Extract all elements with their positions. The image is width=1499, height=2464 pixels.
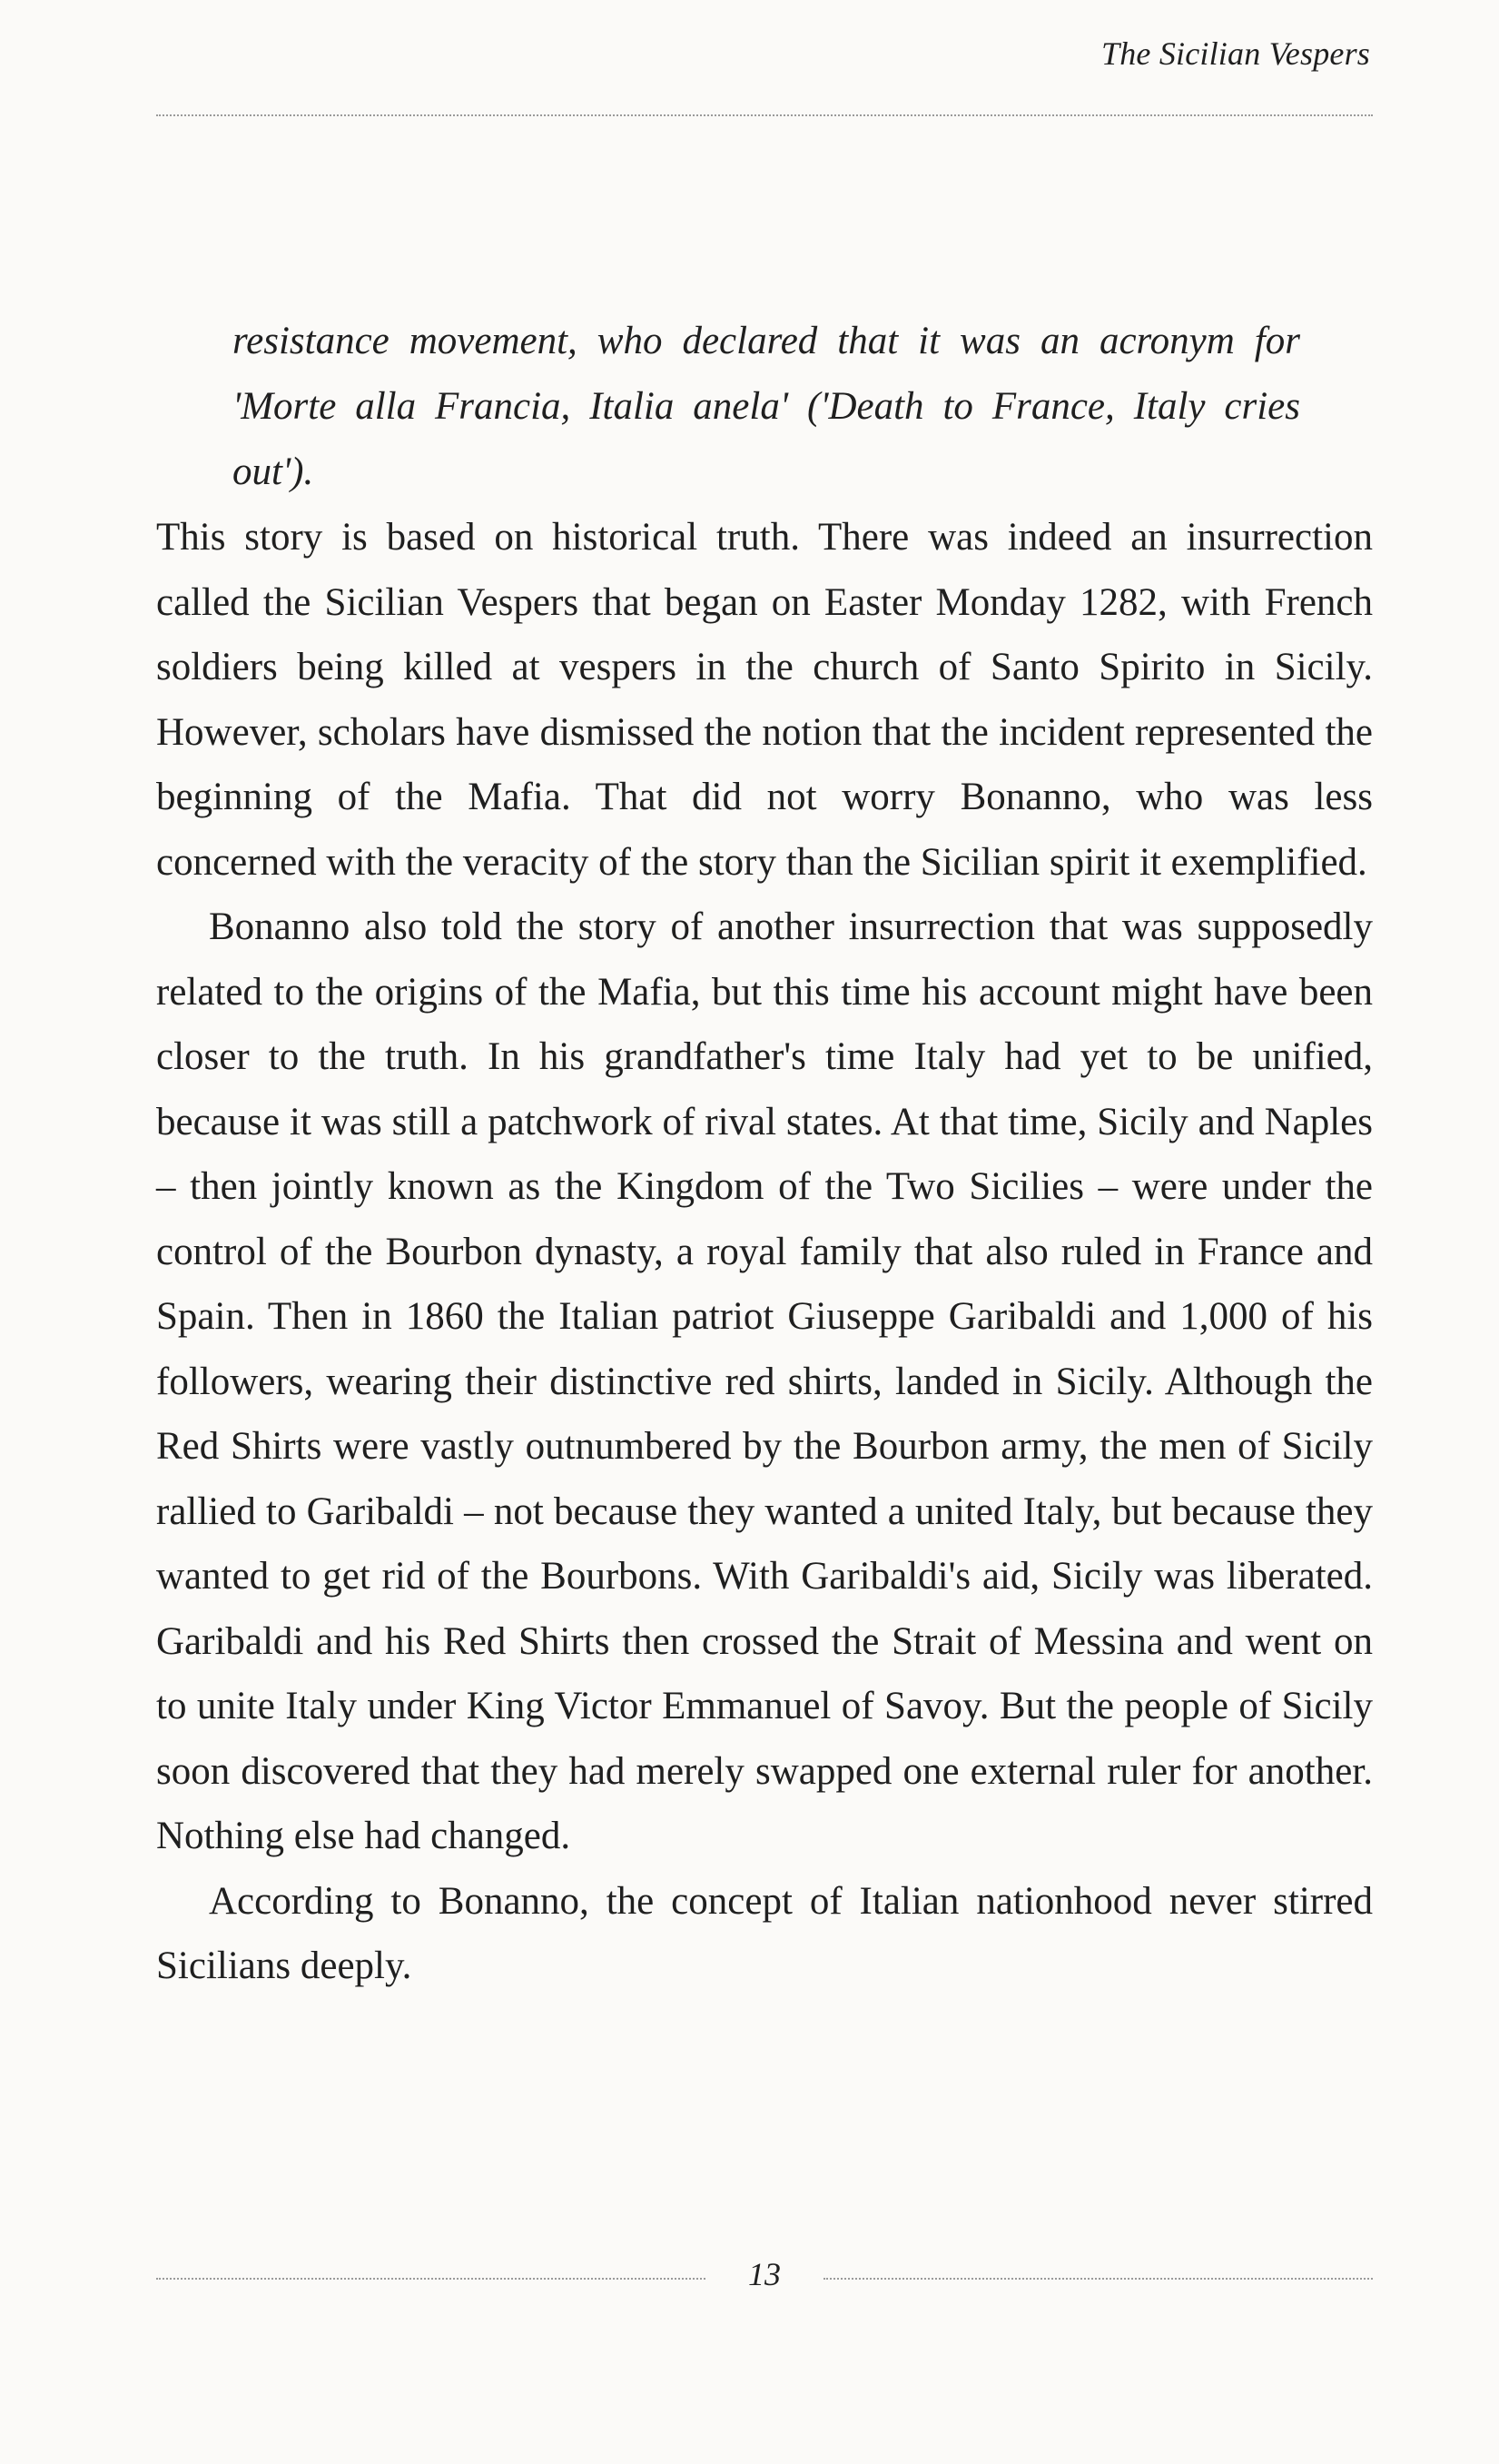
running-header-title: The Sicilian Vespers	[1101, 35, 1370, 72]
quote-continuation: resistance movement, who declared that it was an acronym for 'Morte alla Francia, Italia anela' ('Death to France, Italy cries out').	[232, 320, 1300, 493]
paragraph-nationhood: According to Bonanno, the concept of Italian nationhood never stirred Sicilians deeply.	[156, 1879, 1373, 1987]
page-number: 13	[748, 2256, 781, 2292]
page-footer	[156, 2255, 1373, 2301]
paragraph-historical-truth: This story is based on historical truth. There was indeed an insurrection called the Sicilian Vespers that began on Easter Monday 1282, with French soldiers being killed at vespers in the church of Santo Spirito in Sicily. However, scholars have dismissed the notion that the incident represented the beginning of the Mafia. That did not worry Bonanno, who was less concerned with the veracity of the story than the Sicilian spirit it exemplified.	[156, 516, 1373, 884]
footer-divider-right	[823, 2278, 1373, 2280]
header-divider	[156, 114, 1373, 116]
page-body	[156, 309, 1373, 1999]
paragraph-another-insurrection: Bonanno also told the story of another insurrection that was supposedly related to the origins of the Mafia, but this time his account might have been closer to the truth. In his grandfather's time Italy had yet to be unified, because it was still a patchwork of rival states. At that time, Sicily and Naples – then jointly known as the Kingdom of the Two Sicilies – were under the control of the Bourbon dynasty, a royal family that also ruled in France and Spain. Then in 1860 the Italian patriot Giuseppe Garibaldi and 1,000 of his followers, wearing their distinctive red shirts, landed in Sicily. Although the Red Shirts were vastly outnumbered by the Bourbon army, the men of Sicily rallied to Garibaldi – not because they wanted a united Italy, but because they wanted to get rid of the Bourbons. With Garibaldi's aid, Sicily was liberated. Garibaldi and his Red Shirts then crossed the Strait of Messina and went on to unite Italy under King Victor Emmanuel of Savoy. But the people of Sicily soon discovered that they had merely swapped one external ruler for another. Nothing else had changed.	[156, 905, 1373, 1857]
